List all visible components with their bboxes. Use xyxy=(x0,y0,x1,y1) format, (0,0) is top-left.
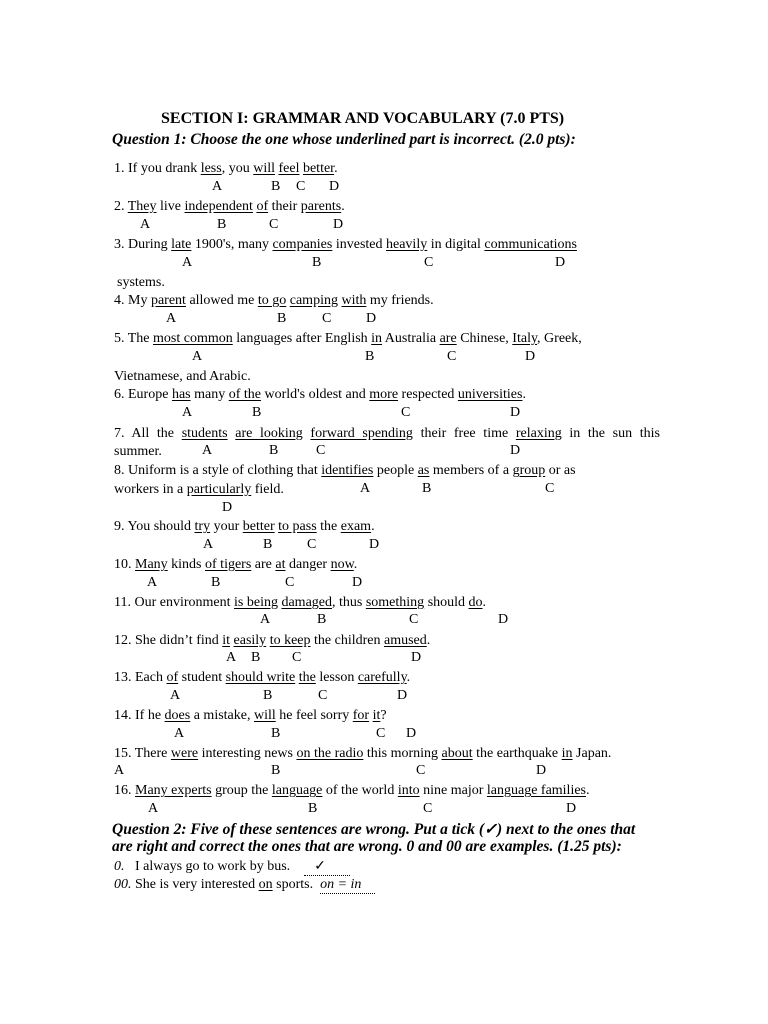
sentence-text: 11. Our environment xyxy=(114,595,235,610)
option-letter-a: A xyxy=(260,612,271,627)
option-letter-c: C xyxy=(285,575,295,590)
underlined-option: of xyxy=(166,670,179,685)
option-letter-a: A xyxy=(182,405,193,420)
question-item xyxy=(114,594,486,611)
check-mark-icon: ✓ xyxy=(314,859,326,874)
underlined-option: forward spending xyxy=(310,426,413,441)
sentence-text: 1. If you drank xyxy=(114,161,201,176)
option-letter-a: A xyxy=(148,801,159,816)
option-letter-d: D xyxy=(222,500,233,515)
underlined-option: They xyxy=(127,199,157,214)
option-letter-b: B xyxy=(271,179,281,194)
underlined-option: will xyxy=(253,161,275,176)
option-letter-c: C xyxy=(545,481,555,496)
underlined-option: something xyxy=(365,595,425,610)
underlined-option: for xyxy=(352,708,370,723)
sentence-continuation: systems. xyxy=(117,275,165,290)
underlined-option: at xyxy=(275,557,286,572)
sentence-text: people xyxy=(373,463,418,478)
sentence-text: student xyxy=(178,670,226,685)
underlined-option: particularly xyxy=(186,482,252,497)
sentence-text: 13. Each xyxy=(114,670,167,685)
sentence-text: 15. There xyxy=(114,746,171,761)
sentence-text: live xyxy=(156,199,185,214)
sentence-text: the xyxy=(316,519,341,534)
sentence-text: , thus xyxy=(332,595,366,610)
sentence-text: interesting news xyxy=(198,746,297,761)
sentence-text: 12. She didn’t find xyxy=(114,633,223,648)
question-item xyxy=(114,386,526,403)
sentence-text: languages after English xyxy=(232,331,372,346)
underlined-option: most common xyxy=(153,331,233,346)
section-title: SECTION I: GRAMMAR AND VOCABULARY (7.0 PTS) xyxy=(161,110,565,127)
sentence-text: their free time xyxy=(412,426,516,441)
option-letter-c: C xyxy=(376,726,386,741)
question-item xyxy=(114,669,410,686)
underlined-option: do xyxy=(468,595,483,610)
option-letter-a: A xyxy=(140,217,151,232)
option-letter-c: C xyxy=(296,179,306,194)
sentence-text: 7. All the xyxy=(114,426,182,441)
sentence-text: group the xyxy=(211,783,272,798)
underlined-option: amused xyxy=(384,633,427,648)
option-letter-a: A xyxy=(170,688,181,703)
sentence-text: this morning xyxy=(363,746,442,761)
sentence-text: 1900's, many xyxy=(191,237,273,252)
question-item xyxy=(114,518,375,535)
option-letter-b: B xyxy=(365,349,375,364)
option-letter-c: C xyxy=(269,217,279,232)
underlined-option: about xyxy=(441,746,473,761)
question-item xyxy=(114,462,576,479)
option-letter-c: C xyxy=(316,443,326,458)
sentence-text: many xyxy=(190,387,229,402)
underlined-option: language xyxy=(271,783,323,798)
option-letter-b: B xyxy=(263,537,273,552)
option-letter-d: D xyxy=(366,311,377,326)
option-letter-d: D xyxy=(352,575,363,590)
example-number: 0. xyxy=(114,859,125,874)
option-letter-d: D xyxy=(369,537,380,552)
sentence-text: or as xyxy=(545,463,576,478)
underlined-option: were xyxy=(170,746,199,761)
sentence-text: . xyxy=(334,161,338,176)
option-letter-c: C xyxy=(401,405,411,420)
underlined-option: late xyxy=(171,237,192,252)
sentence-text: their xyxy=(268,199,301,214)
sentence-text: ? xyxy=(380,708,387,723)
example-underlined: on xyxy=(258,877,273,892)
option-letter-d: D xyxy=(510,405,521,420)
sentence-text: 16. xyxy=(114,783,135,798)
underlined-option: try xyxy=(194,519,211,534)
underlined-option: damaged xyxy=(281,595,332,610)
underlined-option: relaxing xyxy=(515,426,562,441)
option-letter-a: A xyxy=(182,255,193,270)
underlined-option: better xyxy=(242,519,275,534)
sentence-text: , Greek, xyxy=(537,331,582,346)
underlined-option: to pass xyxy=(278,519,317,534)
option-letter-d: D xyxy=(555,255,566,270)
example-text-post: sports. xyxy=(272,877,314,892)
option-letter-b: B xyxy=(317,612,327,627)
option-letter-c: C xyxy=(423,801,433,816)
option-letter-a: A xyxy=(203,537,214,552)
sentence-text: the earthquake xyxy=(472,746,562,761)
option-letter-c: C xyxy=(424,255,434,270)
option-letter-c: C xyxy=(447,349,457,364)
sentence-text: of the world xyxy=(322,783,398,798)
sentence-text: respected xyxy=(398,387,458,402)
sentence-continuation: Vietnamese, and Arabic. xyxy=(114,369,251,384)
example-answer xyxy=(304,858,350,876)
underlined-option: now xyxy=(330,557,354,572)
option-letter-b: B xyxy=(277,311,287,326)
underlined-option: are looking xyxy=(235,426,303,441)
sentence-text: field. xyxy=(251,482,284,497)
question-1-title: Question 1: Choose the one whose underlined part is incorrect. (2.0 pts): xyxy=(112,131,576,148)
option-letter-d: D xyxy=(406,726,417,741)
option-letter-c: C xyxy=(409,612,419,627)
question-item xyxy=(114,236,577,253)
sentence-continuation xyxy=(114,481,284,498)
option-letter-d: D xyxy=(329,179,340,194)
underlined-option: in xyxy=(561,746,573,761)
sentence-text: a mistake, xyxy=(190,708,254,723)
example-number: 00. xyxy=(114,877,132,892)
underlined-option: universities xyxy=(457,387,523,402)
underlined-option: into xyxy=(397,783,420,798)
underlined-option: is being xyxy=(234,595,278,610)
underlined-option: easily xyxy=(233,633,267,648)
example-answer: on = in xyxy=(320,876,375,894)
option-letter-d: D xyxy=(333,217,344,232)
option-letter-b: B xyxy=(271,763,281,778)
option-letter-c: C xyxy=(307,537,317,552)
question-2-title-line2: are right and correct the ones that are wrong. 0 and 00 are examples. (1.25 pts): xyxy=(112,838,622,855)
sentence-text: 5. The xyxy=(114,331,154,346)
underlined-option: independent xyxy=(184,199,253,214)
underlined-option: as xyxy=(417,463,430,478)
sentence-text: . xyxy=(406,670,411,685)
question-item xyxy=(114,556,357,573)
underlined-option: Many xyxy=(135,557,168,572)
sentence-text: workers in a xyxy=(114,482,187,497)
sentence-text: . xyxy=(482,595,487,610)
underlined-option: language families xyxy=(486,783,587,798)
option-letter-a: A xyxy=(192,349,203,364)
underlined-option: has xyxy=(171,387,191,402)
sentence-text: kinds xyxy=(167,557,206,572)
question-item xyxy=(114,745,611,762)
underlined-option: communications xyxy=(484,237,577,252)
sentence-text: my friends. xyxy=(366,293,434,308)
sentence-text: 3. During xyxy=(114,237,172,252)
underlined-option: identifies xyxy=(321,463,374,478)
sentence-text: your xyxy=(210,519,243,534)
underlined-option: Many experts xyxy=(135,783,212,798)
option-letter-a: A xyxy=(226,650,237,665)
sentence-text: . xyxy=(371,519,375,534)
sentence-text: . xyxy=(353,557,358,572)
sentence-text: world's oldest and xyxy=(260,387,370,402)
option-letter-a: A xyxy=(114,763,125,778)
underlined-option: better xyxy=(302,161,335,176)
sentence-text: . xyxy=(341,199,345,214)
example-00 xyxy=(114,876,375,894)
question-item xyxy=(114,782,590,799)
sentence-text: he feel sorry xyxy=(275,708,353,723)
option-letter-b: B xyxy=(269,443,279,458)
example-0 xyxy=(114,858,350,876)
underlined-option: exam xyxy=(340,519,372,534)
underlined-option: feel xyxy=(278,161,300,176)
sentence-text: in digital xyxy=(427,237,485,252)
underlined-option: of tigers xyxy=(205,557,252,572)
sentence-text: 6. Europe xyxy=(114,387,172,402)
option-letter-d: D xyxy=(498,612,509,627)
underlined-option: parents xyxy=(300,199,342,214)
underlined-option: it xyxy=(372,708,381,723)
sentence-text: are xyxy=(251,557,276,572)
underlined-option: parent xyxy=(150,293,186,308)
sentence-text: 10. xyxy=(114,557,135,572)
question-item xyxy=(114,425,660,442)
underlined-option: of xyxy=(256,199,269,214)
example-text-pre: She is very interested xyxy=(135,877,259,892)
option-letter-a: A xyxy=(360,481,371,496)
option-letter-a: A xyxy=(166,311,177,326)
question-item xyxy=(114,292,434,309)
underlined-option: on the radio xyxy=(296,746,364,761)
underlined-option: group xyxy=(512,463,546,478)
underlined-option: does xyxy=(164,708,191,723)
option-letter-b: B xyxy=(252,405,262,420)
option-letter-b: B xyxy=(312,255,322,270)
option-letter-b: B xyxy=(308,801,318,816)
question-item xyxy=(114,198,345,215)
underlined-option: of the xyxy=(228,387,261,402)
option-letter-b: B xyxy=(217,217,227,232)
underlined-option: less xyxy=(200,161,222,176)
underlined-option: camping xyxy=(289,293,338,308)
underlined-option: will xyxy=(253,708,276,723)
sentence-text: . xyxy=(522,387,526,402)
example-text: I always go to work by bus. xyxy=(135,859,291,874)
underlined-option: should write xyxy=(225,670,296,685)
sentence-text: in the sun this xyxy=(561,426,660,441)
option-letter-b: B xyxy=(211,575,221,590)
sentence-text: invested xyxy=(332,237,386,252)
sentence-text: Japan. xyxy=(572,746,612,761)
option-letter-d: D xyxy=(566,801,577,816)
underlined-option: more xyxy=(369,387,399,402)
underlined-option: to go xyxy=(257,293,287,308)
sentence-text: Chinese, xyxy=(456,331,513,346)
option-letter-a: A xyxy=(202,443,213,458)
underlined-option: it xyxy=(222,633,231,648)
sentence-text: the children xyxy=(310,633,384,648)
option-letter-d: D xyxy=(525,349,536,364)
sentence-text: members of a xyxy=(429,463,513,478)
option-letter-b: B xyxy=(422,481,432,496)
option-letter-c: C xyxy=(318,688,328,703)
question-item xyxy=(114,632,430,649)
option-letter-d: D xyxy=(536,763,547,778)
sentence-text: 8. Uniform is a style of clothing that xyxy=(114,463,322,478)
sentence-text: nine major xyxy=(419,783,487,798)
underlined-option: in xyxy=(371,331,383,346)
option-letter-c: C xyxy=(292,650,302,665)
sentence-text: . xyxy=(586,783,590,798)
sentence-text: 9. You should xyxy=(114,519,195,534)
underlined-option: are xyxy=(439,331,457,346)
sentence-text: 2. xyxy=(114,199,128,214)
underlined-option: companies xyxy=(272,237,333,252)
option-letter-b: B xyxy=(251,650,261,665)
option-letter-b: B xyxy=(271,726,281,741)
sentence-text: allowed me xyxy=(185,293,258,308)
sentence-continuation: summer. xyxy=(114,444,162,459)
underlined-option: the xyxy=(298,670,316,685)
question-item xyxy=(114,330,582,347)
option-letter-a: A xyxy=(212,179,223,194)
question-item xyxy=(114,707,387,724)
underlined-option: Italy xyxy=(512,331,538,346)
sentence-text: , you xyxy=(221,161,254,176)
sentence-text: 14. If he xyxy=(114,708,165,723)
underlined-option: to keep xyxy=(269,633,311,648)
option-letter-c: C xyxy=(322,311,332,326)
underlined-option: students xyxy=(181,426,228,441)
sentence-text: lesson xyxy=(315,670,358,685)
sentence-text: Australia xyxy=(382,331,440,346)
sentence-text: should xyxy=(424,595,469,610)
sentence-text: 4. My xyxy=(114,293,151,308)
option-letter-d: D xyxy=(397,688,408,703)
option-letter-b: B xyxy=(263,688,273,703)
option-letter-d: D xyxy=(510,443,521,458)
option-letter-a: A xyxy=(174,726,185,741)
underlined-option: carefully xyxy=(357,670,407,685)
option-letter-d: D xyxy=(411,650,422,665)
underlined-option: with xyxy=(341,293,367,308)
option-letter-a: A xyxy=(147,575,158,590)
underlined-option: heavily xyxy=(386,237,428,252)
question-2-title-line1: Question 2: Five of these sentences are wrong. Put a tick (✓) next to the ones that xyxy=(112,821,636,838)
sentence-text: . xyxy=(426,633,431,648)
sentence-text: danger xyxy=(285,557,331,572)
option-letter-c: C xyxy=(416,763,426,778)
question-item xyxy=(114,160,338,177)
